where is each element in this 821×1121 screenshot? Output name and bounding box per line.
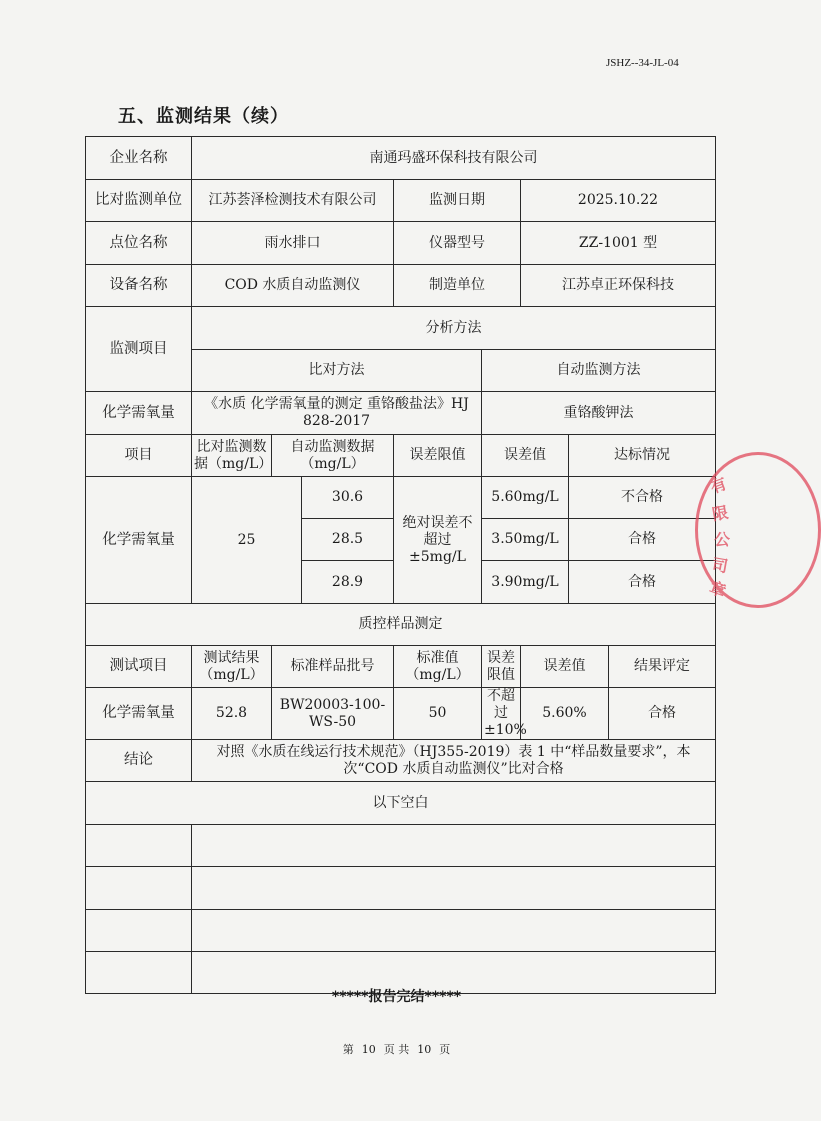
compare-header: 误差限值 bbox=[394, 435, 482, 477]
company-seal: 有 限 公 司 章 bbox=[695, 452, 821, 608]
blank-row bbox=[86, 825, 716, 867]
blank-note: 以下空白 bbox=[86, 782, 716, 825]
blank-row bbox=[86, 867, 716, 910]
compare-method-label: 比对方法 bbox=[192, 350, 482, 392]
qc-header: 测试项目 bbox=[86, 646, 192, 688]
compare-header: 误差值 bbox=[482, 435, 569, 477]
method-value-row bbox=[86, 392, 716, 435]
company-value: 南通玛盛环保科技有限公司 bbox=[192, 137, 716, 180]
qc-cell: 52.8 bbox=[192, 688, 272, 740]
point-value: 雨水排口 bbox=[192, 222, 394, 265]
total-pages: 10 bbox=[417, 1043, 432, 1056]
compare-data-row bbox=[86, 477, 716, 519]
auto-method-label: 自动监测方法 bbox=[482, 350, 716, 392]
device-row bbox=[86, 265, 716, 307]
compliance-result: 不合格 bbox=[569, 477, 716, 519]
error-value: 5.60mg/L bbox=[482, 477, 569, 519]
compare-header: 自动监测数据（mg/L） bbox=[272, 435, 394, 477]
qc-cell: 5.60% bbox=[521, 688, 609, 740]
compliance-result: 合格 bbox=[569, 561, 716, 604]
qc-cell: 合格 bbox=[609, 688, 716, 740]
compare-item: 化学需氧量 bbox=[86, 477, 192, 604]
qc-cell: 50 bbox=[394, 688, 482, 740]
section-title: 五、监测结果（续） bbox=[118, 106, 289, 127]
point-row bbox=[86, 222, 716, 265]
error-value: 3.50mg/L bbox=[482, 519, 569, 561]
qc-title-row bbox=[86, 604, 716, 646]
point-label: 点位名称 bbox=[86, 222, 192, 265]
model-label: 仪器型号 bbox=[394, 222, 521, 265]
monitoring-results-table bbox=[85, 136, 716, 994]
compare-unit-value: 江苏荟泽检测技术有限公司 bbox=[192, 180, 394, 222]
model-value: ZZ-1001 型 bbox=[521, 222, 716, 265]
error-value: 3.90mg/L bbox=[482, 561, 569, 604]
auto-value: 30.6 bbox=[302, 477, 394, 519]
compare-header-row bbox=[86, 435, 716, 477]
qc-header: 误差限值 bbox=[482, 646, 521, 688]
auto-value: 28.5 bbox=[302, 519, 394, 561]
analysis-row bbox=[86, 307, 716, 350]
error-limit: 绝对误差不超过±5mg/L bbox=[394, 477, 482, 604]
conclusion-text: 对照《水质在线运行技术规范》（HJ355-2019）表 1 中“样品数量要求”，本次“COD 水质自动监测仪”比对合格 bbox=[192, 740, 716, 782]
date-value: 2025.10.22 bbox=[521, 180, 716, 222]
compare-reference-value: 25 bbox=[192, 477, 302, 604]
monitor-item-label: 监测项目 bbox=[86, 307, 192, 392]
device-label: 设备名称 bbox=[86, 265, 192, 307]
maker-value: 江苏卓正环保科技 bbox=[521, 265, 716, 307]
company-row bbox=[86, 137, 716, 180]
compare-unit-label: 比对监测单位 bbox=[86, 180, 192, 222]
compare-header: 项目 bbox=[86, 435, 192, 477]
qc-title: 质控样品测定 bbox=[86, 604, 716, 646]
compare-header: 达标情况 bbox=[569, 435, 716, 477]
device-value: COD 水质自动监测仪 bbox=[192, 265, 394, 307]
qc-header: 标准样品批号 bbox=[272, 646, 394, 688]
conclusion-label: 结论 bbox=[86, 740, 192, 782]
qc-header: 误差值 bbox=[521, 646, 609, 688]
current-page: 10 bbox=[361, 1043, 376, 1056]
page-number: 第 10 页 共 10 页 bbox=[342, 1043, 451, 1056]
blank-note-row bbox=[86, 782, 716, 825]
auto-method-value: 重铬酸钾法 bbox=[482, 392, 716, 435]
conclusion-row bbox=[86, 740, 716, 782]
document-code: JSHZ--34-JL-04 bbox=[606, 57, 679, 69]
compare-method-value: 《水质 化学需氧量的测定 重铬酸盐法》HJ 828-2017 bbox=[192, 392, 482, 435]
qc-header: 标准值（mg/L） bbox=[394, 646, 482, 688]
report-end-marker: *****报告完结***** bbox=[331, 989, 462, 1005]
date-label: 监测日期 bbox=[394, 180, 521, 222]
qc-cell: BW20003-100-WS-50 bbox=[272, 688, 394, 740]
qc-header: 结果评定 bbox=[609, 646, 716, 688]
qc-cell: 不超过±10% bbox=[482, 688, 521, 740]
qc-header-row bbox=[86, 646, 716, 688]
compare-unit-row bbox=[86, 180, 716, 222]
analysis-method-label: 分析方法 bbox=[192, 307, 716, 350]
qc-data-row bbox=[86, 688, 716, 740]
auto-value: 28.9 bbox=[302, 561, 394, 604]
seal-text: 有 bbox=[707, 473, 730, 498]
maker-label: 制造单位 bbox=[394, 265, 521, 307]
method-item-value: 化学需氧量 bbox=[86, 392, 192, 435]
blank-row bbox=[86, 910, 716, 952]
company-label: 企业名称 bbox=[86, 137, 192, 180]
qc-cell: 化学需氧量 bbox=[86, 688, 192, 740]
qc-header: 测试结果（mg/L） bbox=[192, 646, 272, 688]
compliance-result: 合格 bbox=[569, 519, 716, 561]
compare-header: 比对监测数据（mg/L） bbox=[192, 435, 272, 477]
